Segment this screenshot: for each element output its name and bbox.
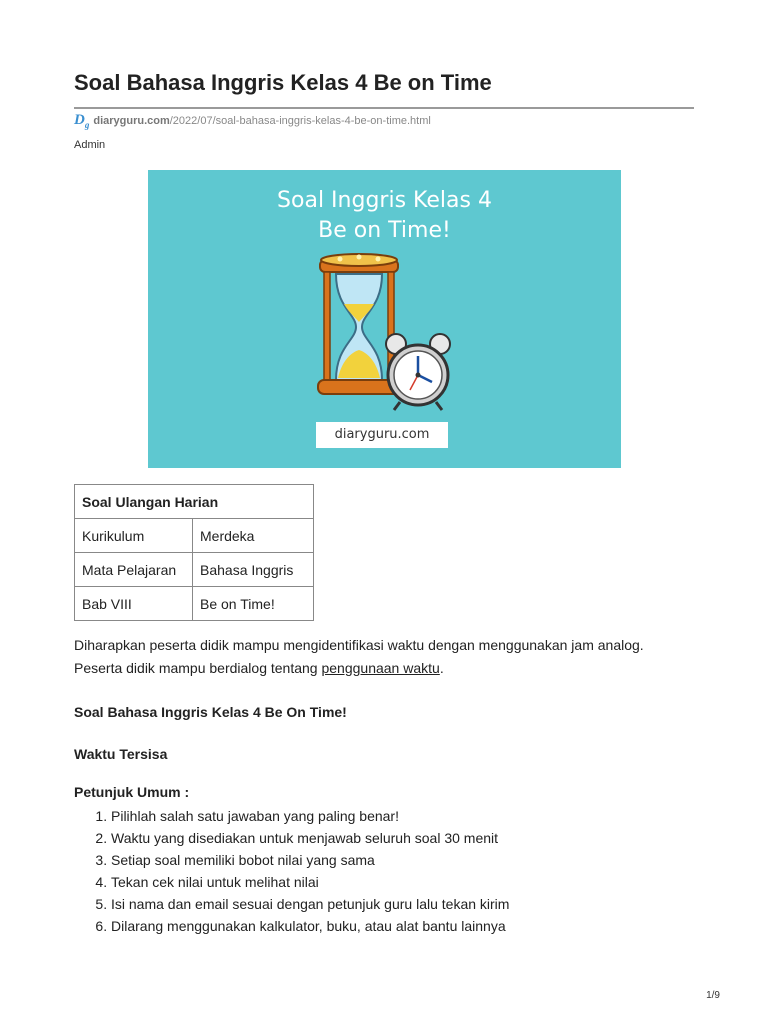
time-left-heading: Waktu Tersisa [74, 746, 168, 762]
source-path[interactable]: /2022/07/soal-bahasa-inggris-kelas-4-be-on-time.html [169, 115, 431, 127]
intro-paragraph [74, 634, 694, 680]
intro-text: Diharapkan peserta didik mampu mengidentifikasi waktu dengan menggunakan jam analog. Peserta didik mampu berdialog tentang [74, 637, 644, 676]
list-item: 5. Isi nama dan email sesuai dengan petunjuk guru lalu tekan kirim [111, 893, 509, 915]
usage-time-link[interactable]: penggunaan waktu [321, 660, 440, 676]
source-domain[interactable]: diaryguru.com [93, 115, 170, 127]
list-item: 2. Waktu yang disediakan untuk menjawab seluruh soal 30 menit [111, 827, 509, 849]
hourglass-clock-icon [308, 252, 458, 412]
table-cell: Merdeka [193, 519, 314, 553]
list-item: 6. Dilarang menggunakan kalkulator, buku, atau alat bantu lainnya [111, 915, 509, 937]
page-title: Soal Bahasa Inggris Kelas 4 Be on Time [74, 70, 492, 95]
table-row [75, 587, 314, 621]
table-cell: Bahasa Inggris [193, 553, 314, 587]
page-number: 1/9 [706, 990, 720, 1001]
title-divider [74, 107, 694, 109]
source-url[interactable] [74, 112, 431, 130]
table-header: Soal Ulangan Harian [75, 485, 314, 519]
intro-text-end: . [439, 660, 444, 676]
diaryguru-logo-icon: $D_g$ [74, 112, 90, 130]
hero-badge: diaryguru.com [316, 422, 448, 448]
table-cell: Be on Time! [193, 587, 314, 621]
table-row [75, 519, 314, 553]
table-cell: Bab VIII [75, 587, 193, 621]
list-item: 4. Tekan cek nilai untuk melihat nilai [111, 871, 509, 893]
hero-image [148, 170, 621, 468]
table-row [75, 553, 314, 587]
table-cell: Mata Pelajaran [75, 553, 193, 587]
table-header-row [75, 485, 314, 519]
info-table [74, 484, 314, 621]
author-name: Admin [74, 139, 106, 151]
hero-title-line1: Soal Inggris Kelas 4 [277, 188, 492, 213]
quiz-title: Soal Bahasa Inggris Kelas 4 Be On Time! [74, 704, 347, 720]
list-item: 3. Setiap soal memiliki bobot nilai yang sama [111, 849, 509, 871]
instructions-list [74, 805, 509, 937]
hero-title-line2: Be on Time! [318, 218, 451, 243]
general-instructions-heading: Petunjuk Umum : [74, 784, 190, 800]
list-item: 1. Pilihlah salah satu jawaban yang paling benar! [111, 805, 509, 827]
table-cell: Kurikulum [75, 519, 193, 553]
